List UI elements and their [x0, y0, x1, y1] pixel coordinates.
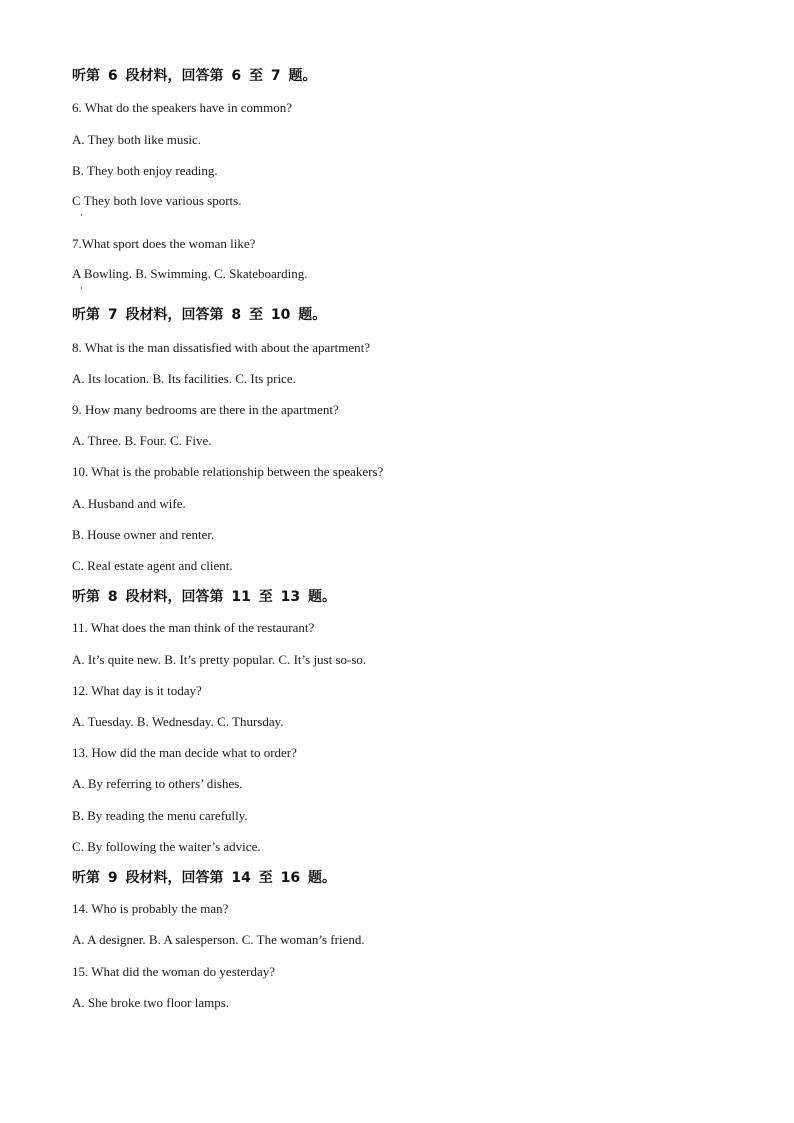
- question-6-stem: 6. What do the speakers have in common?: [72, 100, 292, 115]
- section-heading-9: 听第 9 段材料，回答第 14 至 16 题。: [72, 870, 336, 886]
- section-heading-8: 听第 8 段材料，回答第 11 至 13 题。: [72, 589, 336, 605]
- question-11-stem: 11. What does the man think of the restaurant?: [72, 620, 315, 635]
- question-13-option-c: C. By following the waiter’s advice.: [72, 839, 261, 854]
- question-7-stem: 7.What sport does the woman like?: [72, 236, 256, 251]
- question-7-options: A Bowling. B. Swimming. C. Skateboarding.: [72, 266, 308, 281]
- question-8-options: A. Its location. B. Its facilities. C. Its price.: [72, 371, 296, 386]
- question-9-stem: 9. How many bedrooms are there in the apartment?: [72, 402, 339, 417]
- question-10-option-a: A. Husband and wife.: [72, 496, 186, 511]
- question-13-option-a: A. By referring to others’ dishes.: [72, 776, 243, 791]
- question-13-option-b: B. By reading the menu carefully.: [72, 808, 248, 823]
- section-heading-6: 听第 6 段材料，回答第 6 至 7 题。: [72, 68, 317, 84]
- question-12-options: A. Tuesday. B. Wednesday. C. Thursday.: [72, 714, 284, 729]
- question-12-stem: 12. What day is it today?: [72, 683, 202, 698]
- question-6-option-c: C They both love various sports.: [72, 193, 242, 208]
- question-14-stem: 14. Who is probably the man?: [72, 901, 229, 916]
- question-15-option-a: A. She broke two floor lamps.: [72, 995, 230, 1010]
- stray-mark: [81, 214, 82, 216]
- question-8-stem: 8. What is the man dissatisfied with about the apartment?: [72, 340, 370, 355]
- stray-mark: [81, 287, 82, 289]
- question-10-option-c: C. Real estate agent and client.: [72, 558, 233, 573]
- question-9-options: A. Three. B. Four. C. Five.: [72, 433, 212, 448]
- question-10-option-b: B. House owner and renter.: [72, 527, 215, 542]
- question-6-option-a: A. They both like music.: [72, 132, 202, 147]
- question-11-options: A. It’s quite new. B. It’s pretty popular. C. It’s just so-so.: [72, 652, 367, 667]
- section-heading-7: 听第 7 段材料，回答第 8 至 10 题。: [72, 307, 327, 323]
- question-15-stem: 15. What did the woman do yesterday?: [72, 964, 276, 979]
- question-13-stem: 13. How did the man decide what to order?: [72, 745, 297, 760]
- question-10-stem: 10. What is the probable relationship between the speakers?: [72, 464, 384, 479]
- question-6-option-b: B. They both enjoy reading.: [72, 163, 218, 178]
- question-14-options: A. A designer. B. A salesperson. C. The woman’s friend.: [72, 932, 365, 947]
